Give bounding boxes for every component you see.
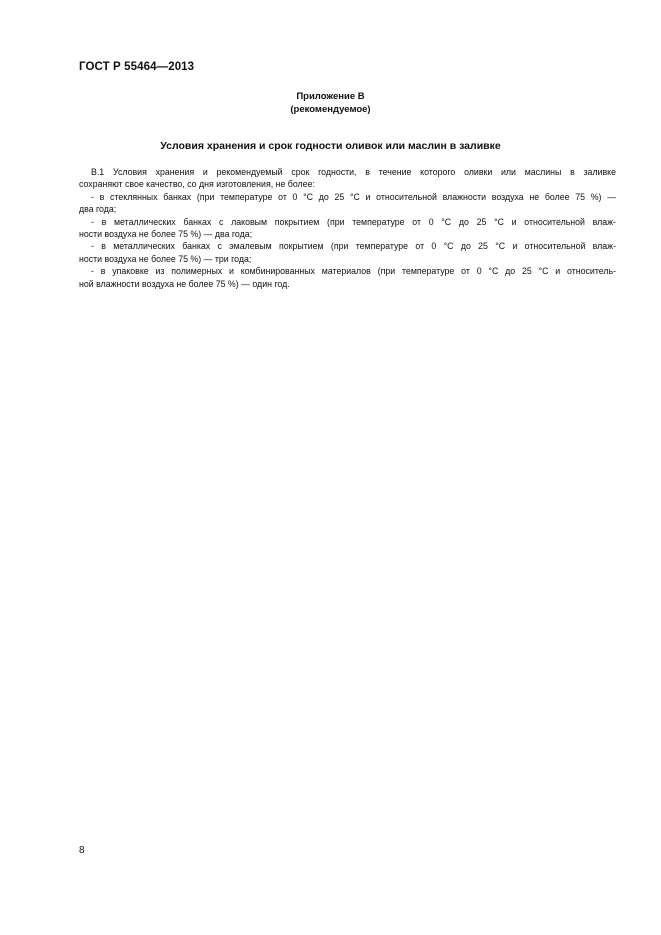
section-title: Условия хранения и срок годности оливок или маслин в заливке <box>160 140 501 152</box>
text-line: ной влажности воздуха не более 75 %) — один год. <box>79 278 290 289</box>
appendix-title: Приложение В <box>296 91 365 102</box>
text-line: два года; <box>79 204 117 215</box>
text-line: сохраняют свое качество, со дня изготовления, не более: <box>79 179 315 190</box>
document-header: ГОСТ Р 55464—2013 <box>79 61 195 73</box>
appendix-heading <box>0 90 661 116</box>
text-line: В.1 Условия хранения и рекомендуемый срок годности, в течение которого оливки или маслины в заливке <box>91 167 616 177</box>
text-line: - в металлических банках с эмалевым покрытием (при температуре от 0 °С до 25 °С и относительной влаж- <box>91 241 616 252</box>
body-text <box>79 166 616 290</box>
page-number: 8 <box>79 845 85 856</box>
text-line: - в стеклянных банках (при температуре от 0 °С до 25 °С и относительной влажности воздуха не более 75 %) — <box>91 191 616 202</box>
text-line: - в упаковке из полимерных и комбинированных материалов (при температуре от 0 °С до 25 °С и относитель- <box>91 266 616 277</box>
appendix-type: (рекомендуемое) <box>290 104 371 115</box>
text-line: - в металлических банках с лаковым покрытием (при температуре от 0 °С до 25 °С и относительной влаж- <box>91 216 616 227</box>
text-line: ности воздуха не более 75 %) — два года; <box>79 229 253 240</box>
text-line: ности воздуха не более 75 %) — три года; <box>79 253 252 264</box>
